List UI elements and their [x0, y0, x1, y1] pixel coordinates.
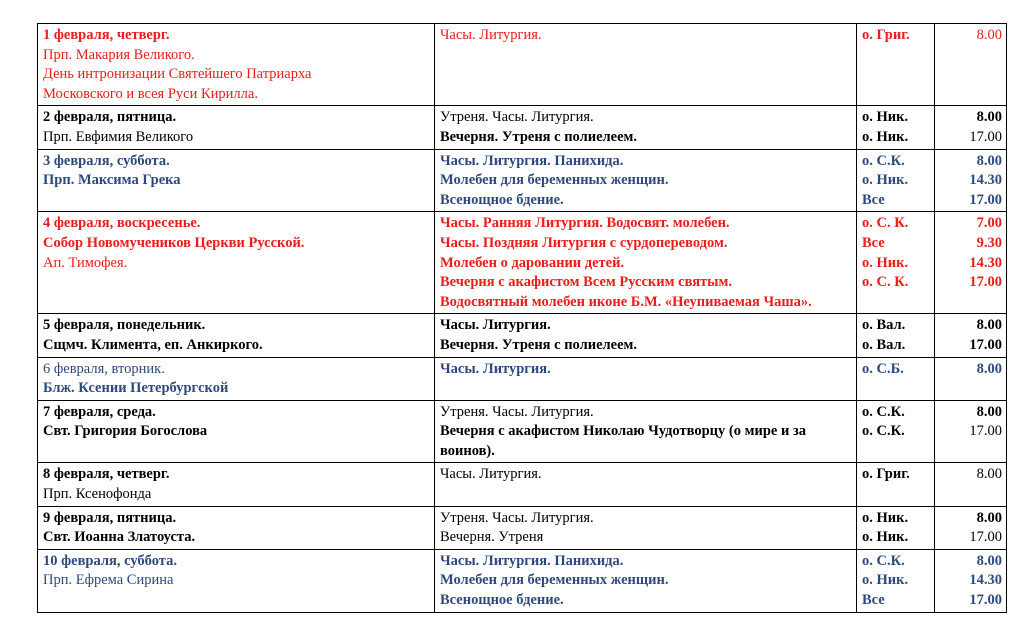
time-cell [935, 549, 1007, 612]
priest-line: о. Григ. [862, 27, 910, 43]
day-line: Собор Новомучеников Церкви Русской. [43, 234, 305, 251]
day-line: 4 февраля, воскресенье. [43, 215, 201, 232]
day-line: 3 февраля, суббота. [43, 152, 170, 169]
service-line: Молебен для беременных женщин. [440, 172, 669, 189]
time-line: 8.00 [976, 152, 1002, 169]
day-line: Прп. Евфимия Великого [43, 128, 194, 145]
time-cell [935, 463, 1007, 506]
service-line: Вечерня. Утреня с полиелеем. [440, 336, 638, 353]
day-cell [38, 463, 435, 506]
services-cell [435, 400, 857, 463]
services-cell [435, 149, 857, 212]
service-line: Молебен для беременных женщин. [440, 572, 669, 589]
time-line: 8.00 [976, 509, 1002, 526]
priest-cell [857, 212, 935, 314]
time-line: 8.00 [976, 466, 1002, 483]
priest-line: Все [862, 592, 885, 609]
day-line: 5 февраля, понедельник. [43, 317, 206, 334]
time-cell [935, 149, 1007, 212]
day-line: Прп. Максима Грека [43, 172, 181, 189]
day-cell [38, 400, 435, 463]
priest-line: о. Ник. [862, 128, 909, 145]
schedule-row [38, 357, 1007, 400]
priest-line: о. С.К. [862, 403, 905, 420]
priest-line: о. С. К. [862, 274, 909, 291]
day-cell [38, 506, 435, 549]
time-cell [935, 314, 1007, 357]
time-line: 14.30 [969, 254, 1002, 271]
service-line: Часы. Литургия. [440, 360, 551, 377]
day-cell [38, 314, 435, 357]
services-cell [435, 106, 857, 149]
time-cell [935, 106, 1007, 149]
priest-line: о. Ник. [862, 254, 909, 271]
service-line: Всенощное бдение. [440, 592, 564, 609]
day-line: Свт. Григория Богослова [43, 423, 208, 440]
priest-line: о. Ник. [862, 109, 909, 126]
priest-line: о. Ник. [862, 172, 909, 189]
time-cell [935, 506, 1007, 549]
priest-line: о. Вал. [862, 336, 906, 353]
time-line: 17.00 [969, 592, 1002, 609]
day-cell [38, 357, 435, 400]
service-line: Часы. Литургия. Панихида. [440, 552, 624, 569]
day-line: 9 февраля, пятница. [43, 509, 177, 526]
time-line: 8.00 [976, 552, 1002, 569]
service-line: Вечерня с акафистом Всем Русским святым. [440, 274, 733, 291]
schedule-row [38, 24, 1007, 106]
priest-cell [857, 106, 935, 149]
schedule-row [38, 549, 1007, 612]
service-line: Утреня. Часы. Литургия. [440, 109, 594, 126]
time-line: 7.00 [976, 215, 1002, 232]
priest-line: о. Вал. [862, 317, 906, 334]
service-line: Вечерня. Утреня [440, 529, 544, 546]
time-line: 8.00 [976, 27, 1002, 43]
time-line: 8.00 [976, 360, 1002, 377]
services-cell [435, 357, 857, 400]
service-line: Вечерня. Утреня с полиелеем. [440, 128, 638, 145]
service-line: Часы. Литургия. [440, 317, 551, 334]
priest-cell [857, 357, 935, 400]
time-line: 8.00 [976, 109, 1002, 126]
schedule-body [38, 24, 1007, 613]
day-line: Прп. Ксенофонда [43, 486, 152, 503]
schedule-row [38, 506, 1007, 549]
priest-cell [857, 549, 935, 612]
time-cell [935, 400, 1007, 463]
time-cell [935, 357, 1007, 400]
services-cell [435, 506, 857, 549]
priest-cell [857, 149, 935, 212]
schedule-row [38, 314, 1007, 357]
schedule-row [38, 400, 1007, 463]
priest-cell [857, 400, 935, 463]
time-cell [935, 212, 1007, 314]
service-line: Часы. Литургия. Панихида. [440, 152, 624, 169]
services-cell [435, 24, 857, 106]
service-line: Водосвятный молебен иконе Б.М. «Неупиваемая Чаша». [440, 293, 812, 310]
services-cell [435, 463, 857, 506]
service-line: Вечерня с акафистом Николаю Чудотворцу (о мире и за воинов). [440, 423, 807, 459]
day-line: Свт. Иоанна Златоуста. [43, 529, 196, 546]
priest-line: Все [862, 234, 885, 251]
priest-line: о. С.К. [862, 552, 905, 569]
time-line: 17.00 [969, 274, 1002, 291]
priest-cell [857, 506, 935, 549]
priest-line: о. С.К. [862, 152, 905, 169]
time-line: 17.00 [969, 191, 1002, 208]
time-line: 8.00 [976, 317, 1002, 334]
service-line: Молебен о даровании детей. [440, 254, 625, 271]
day-line: Московского и всея Руси Кирилла. [43, 85, 258, 102]
priest-line: Все [862, 191, 885, 208]
service-line: Часы. Литургия. [440, 466, 542, 483]
time-line: 17.00 [969, 128, 1002, 145]
schedule-row [38, 212, 1007, 314]
time-line: 9.30 [976, 234, 1002, 251]
service-line: Всенощное бдение. [440, 191, 564, 208]
schedule-table [37, 23, 1007, 613]
priest-line: о. Ник. [862, 529, 909, 546]
service-line: Утреня. Часы. Литургия. [440, 403, 594, 420]
time-cell [935, 24, 1007, 106]
day-line: 7 февраля, среда. [43, 403, 156, 420]
day-line: Прп. Макария Великого. [43, 46, 195, 63]
day-cell [38, 106, 435, 149]
priest-line: о. Ник. [862, 509, 909, 526]
day-line: 8 февраля, четверг. [43, 466, 170, 483]
time-line: 17.00 [969, 423, 1002, 440]
schedule-row [38, 106, 1007, 149]
priest-line: о. С.К. [862, 423, 905, 440]
schedule-row [38, 463, 1007, 506]
day-line: Прп. Ефрема Сирина [43, 572, 174, 589]
day-line: 1 февраля, четверг. [43, 27, 170, 43]
service-line: Часы. Литургия. [440, 27, 542, 43]
day-line: 6 февраля, вторник. [43, 360, 165, 377]
priest-cell [857, 24, 935, 106]
time-line: 8.00 [976, 403, 1002, 420]
day-line: Блж. Ксении Петербургской [43, 380, 229, 397]
day-cell [38, 549, 435, 612]
day-cell [38, 24, 435, 106]
day-line: Ап. Тимофея. [43, 254, 128, 271]
day-line: День интронизации Святейшего Патриарха [43, 66, 312, 83]
priest-line: о. С. К. [862, 215, 909, 232]
priest-line: о. Ник. [862, 572, 909, 589]
services-cell [435, 549, 857, 612]
time-line: 14.30 [969, 172, 1002, 189]
priest-cell [857, 463, 935, 506]
priest-line: о. Григ. [862, 466, 910, 483]
priest-cell [857, 314, 935, 357]
priest-line: о. С.Б. [862, 360, 904, 377]
service-line: Часы. Поздняя Литургия с сурдопереводом. [440, 234, 728, 251]
services-cell [435, 314, 857, 357]
service-line: Часы. Ранняя Литургия. Водосвят. молебен. [440, 215, 730, 232]
time-line: 17.00 [969, 336, 1002, 353]
day-line: Сщмч. Климента, еп. Анкиркого. [43, 336, 263, 353]
time-line: 17.00 [969, 529, 1002, 546]
day-cell [38, 149, 435, 212]
time-line: 14.30 [969, 572, 1002, 589]
day-line: 2 февраля, пятница. [43, 109, 177, 126]
service-line: Утреня. Часы. Литургия. [440, 509, 594, 526]
day-cell [38, 212, 435, 314]
schedule-row [38, 149, 1007, 212]
services-cell [435, 212, 857, 314]
day-line: 10 февраля, суббота. [43, 552, 177, 569]
